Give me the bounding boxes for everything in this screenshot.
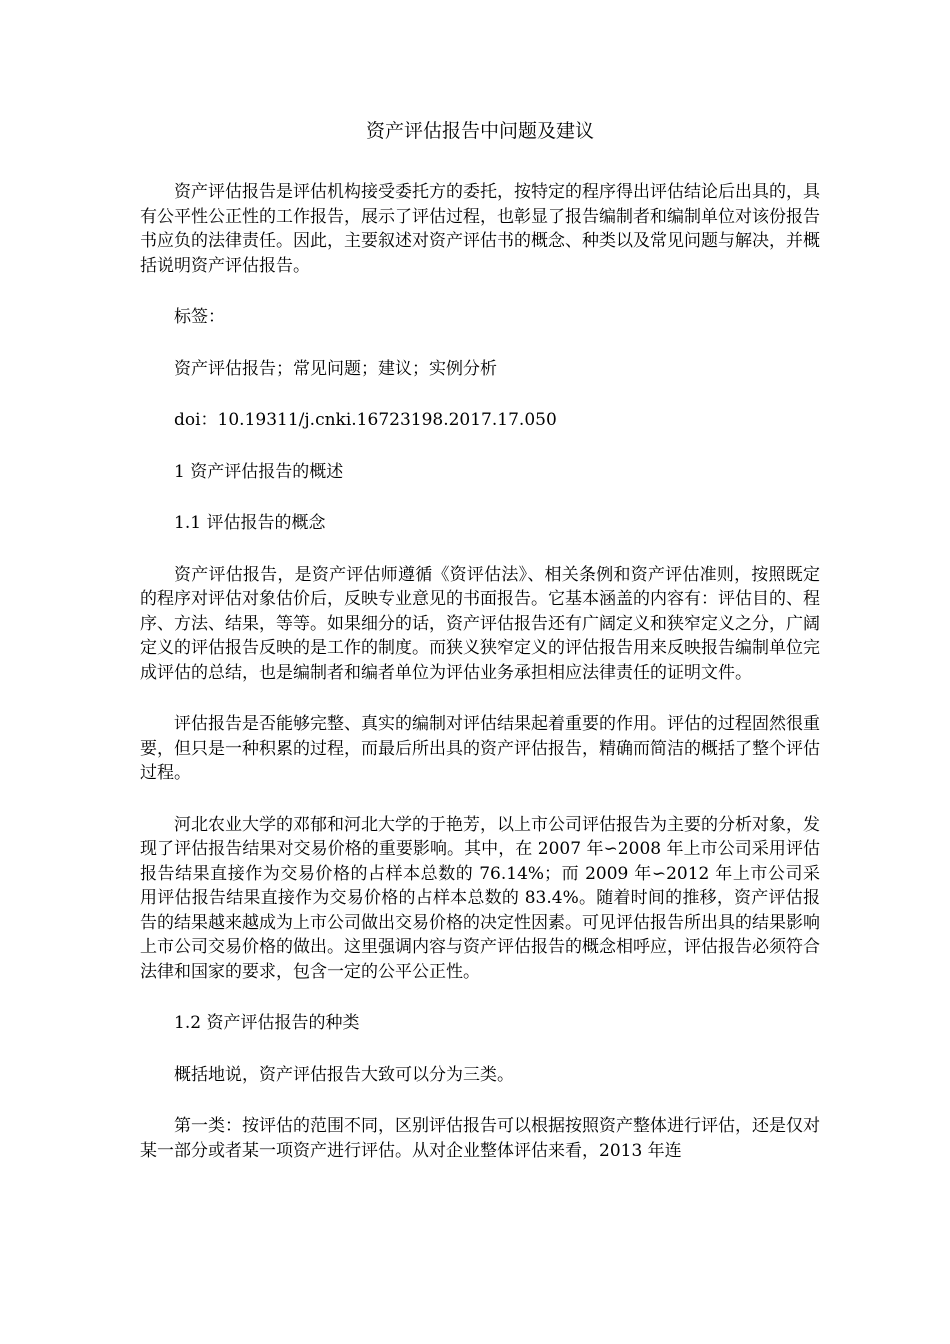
body-paragraph: 第一类：按评估的范围不同，区别评估报告可以根据按照资产整体进行评估，还是仅对某一部分或者某一项资产进行评估。从对企业整体评估来看，2013 年连 — [140, 1116, 820, 1161]
subsection-heading-1-1: 1.1 评估报告的概念 — [174, 513, 326, 533]
tags-list: 资产评估报告；常见问题；建议；实例分析 — [174, 358, 497, 379]
document-page — [140, 118, 820, 1190]
body-paragraph: 概括地说，资产评估报告大致可以分为三类。 — [174, 1064, 514, 1085]
body-paragraph: 资产评估报告，是资产评估师遵循《资评估法》、相关条例和资产评估准则，按照既定的程序对评估对象估价后，反映专业意见的书面报告。它基本涵盖的内容有：评估目的、程序、方法、结果，等等。如果细分的话，资产评估报告还有广阔定义和狭窄定义之分，广阔定义的评估报告反映的是工作的制度。而狭义狭窄定义的评估报告用来反映报告编制单位完成评估的总结，也是编制者和编者单位为评估业务承担相应法律责任的证明文件。 — [140, 564, 820, 683]
body-paragraph: 评估报告是否能够完整、真实的编制对评估结果起着重要的作用。评估的过程固然很重要，但只是一种积累的过程，而最后所出具的资产评估报告，精确而简洁的概括了整个评估过程。 — [140, 714, 820, 783]
doi-line: doi：10.19311/j.cnki.16723198.2017.17.050 — [174, 410, 557, 430]
body-paragraph: 河北农业大学的邓郁和河北大学的于艳芳，以上市公司评估报告为主要的分析对象，发现了评估报告结果对交易价格的重要影响。其中，在 2007 年∽2008 年上市公司采用评估报告结果直接作为交易价格的占样本总数的 76.14%；而 2009 年∽2012 年上市公司采用评估报告结果直接作为交易价格的占样本总数的 83.4%。随着时间的推移，资产评估报告的结果越来越成为上市公司做出交易价格的决定性因素。可见评估报告所出具的结果影响上市公司交易价格的做出。这里强调内容与资产评估报告的概念相呼应，评估报告必须符合法律和国家的要求，包含一定的公平公正性。 — [140, 814, 820, 982]
subsection-heading-1-2: 1.2 资产评估报告的种类 — [174, 1013, 360, 1033]
abstract-paragraph: 资产评估报告是评估机构接受委托方的委托，按特定的程序得出评估结论后出具的，具有公平性公正性的工作报告，展示了评估过程，也彰显了报告编制者和编制单位对该份报告书应负的法律责任。因此，主要叙述对资产评估书的概念、种类以及常见问题与解决，并概括说明资产评估报告。 — [140, 182, 820, 276]
document-title: 资产评估报告中问题及建议 — [365, 120, 594, 142]
tags-label: 标签： — [174, 307, 225, 327]
section-heading-1: 1 资产评估报告的概述 — [174, 461, 344, 482]
